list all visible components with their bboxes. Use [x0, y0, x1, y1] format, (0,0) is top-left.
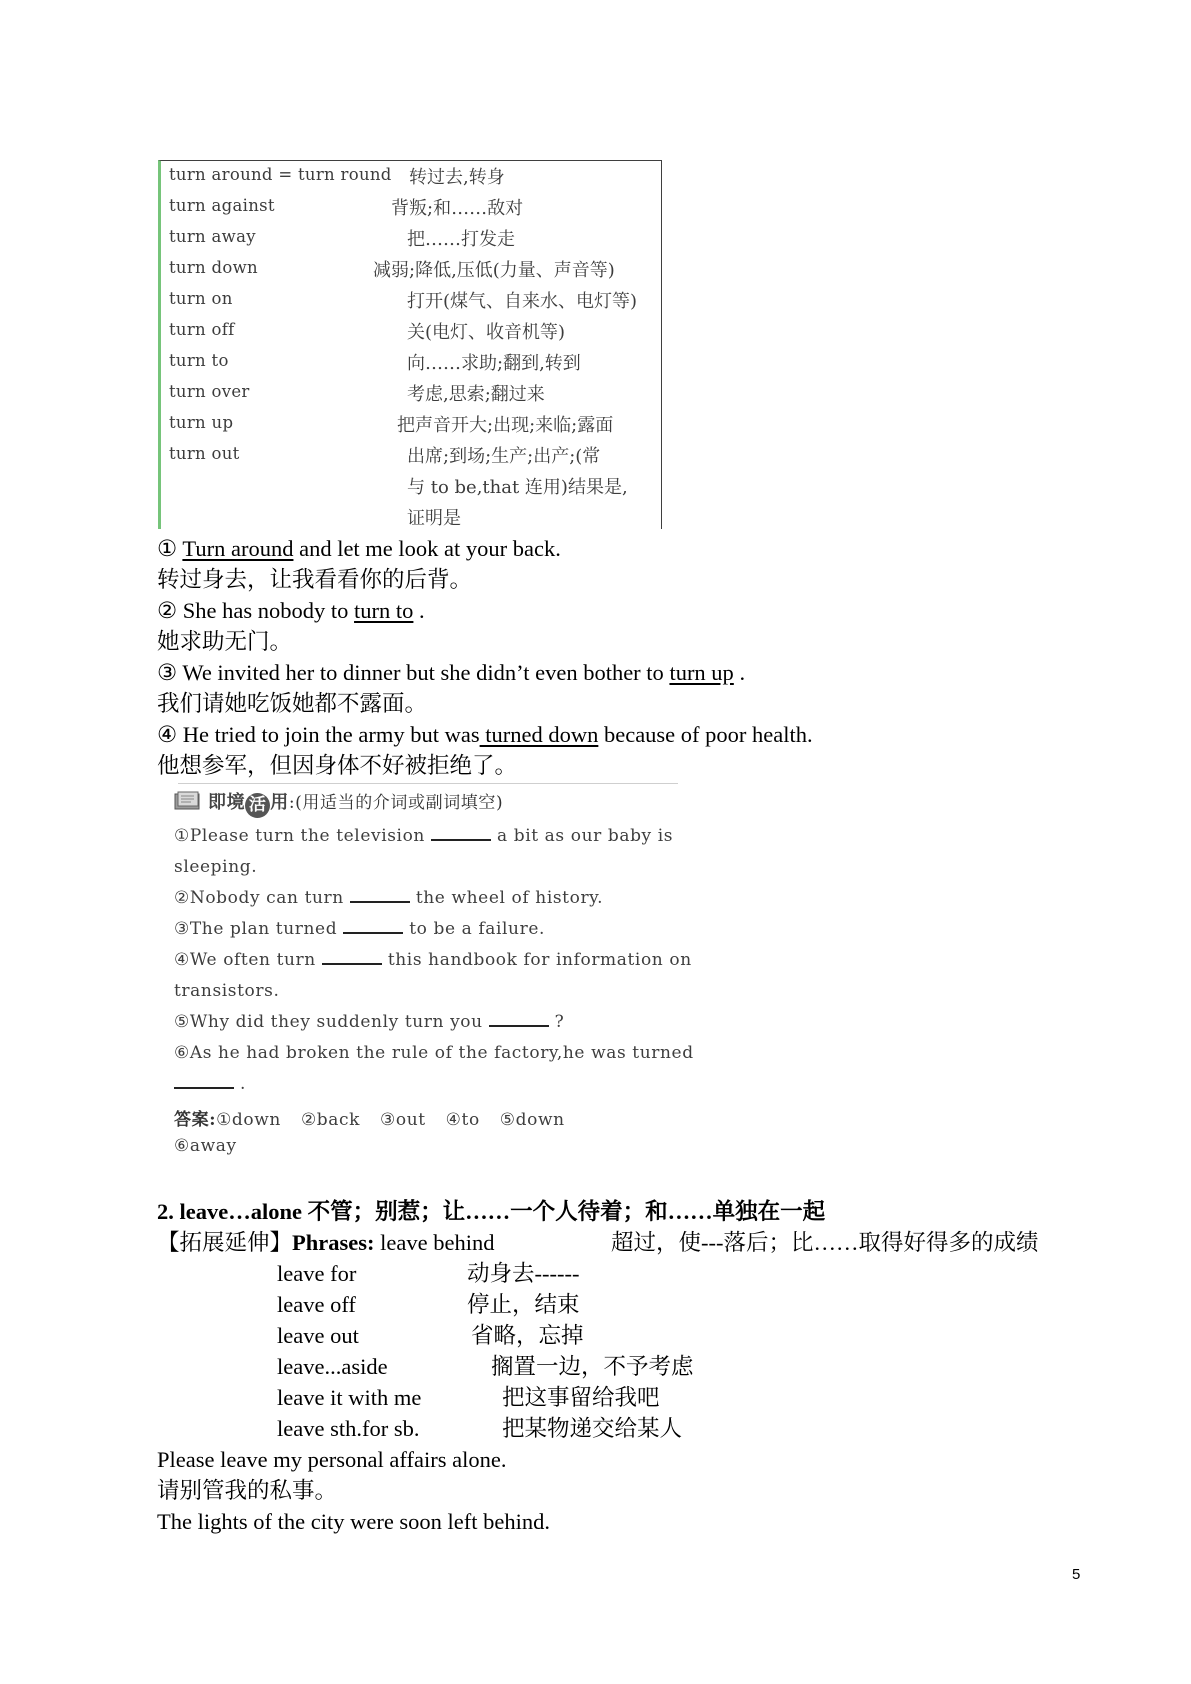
exercise-text: .: [240, 1074, 247, 1094]
example-underlined: Turn around: [182, 536, 294, 561]
exercise-block: [170, 784, 694, 1170]
sentence: Please leave my personal affairs alone.: [157, 1447, 507, 1472]
example-underlined: turn to: [354, 598, 414, 623]
exercise-line: [174, 888, 603, 908]
phrase-cn: 把……打发走: [407, 229, 515, 250]
exercise-title-a: 即境: [208, 792, 246, 813]
example-text: ①: [157, 536, 183, 561]
table-row: [161, 161, 661, 192]
phrase-cn: 减弱;降低,压低(力量、声音等): [373, 260, 615, 281]
phrase-en: leave...aside: [277, 1354, 388, 1379]
exercise-title-b: 用: [270, 792, 289, 813]
exercise-line: [174, 826, 673, 846]
phrase-en: leave sth.for sb.: [277, 1416, 420, 1441]
sentence: The lights of the city were soon left behind.: [157, 1509, 551, 1534]
phrase-cn: 证明是: [407, 508, 461, 529]
table-row: [161, 254, 661, 285]
section2-heading-en: 2. leave…alone: [157, 1199, 302, 1224]
phrase-en: turn against: [169, 196, 275, 215]
phrases-label: Phrases:: [292, 1230, 375, 1255]
exercise-line: [174, 1074, 246, 1094]
phrase-cn: 搁置一边，不予考虑: [491, 1354, 694, 1379]
phrase-en: leave it with me: [277, 1385, 422, 1410]
extension-label: 【拓展延伸】: [157, 1230, 293, 1255]
exercise-text: ②Nobody can turn: [174, 888, 344, 908]
exercise-text: a bit as our baby is: [496, 826, 674, 846]
exercise-line: [174, 950, 692, 970]
phrase-en: leave out: [277, 1323, 359, 1348]
phrase-en: leave off: [277, 1292, 356, 1317]
table-row: [161, 223, 661, 254]
phrase-en: leave for: [277, 1261, 357, 1286]
exercise-line: [174, 857, 257, 877]
table-row: [161, 502, 661, 529]
table-row: [161, 440, 661, 471]
answers-text: ①down ②back ③out ④to ⑤down: [216, 1110, 565, 1130]
phrase-cn: 考虑,思索;翻过来: [407, 384, 545, 405]
example-1: [157, 533, 561, 564]
exercise-text: the wheel of history.: [415, 888, 604, 908]
phrase-cn: 关(电灯、收音机等): [407, 322, 566, 343]
example-4: [157, 719, 813, 750]
answer-blank: [174, 1087, 234, 1089]
exercise-text: to be a failure.: [409, 919, 545, 939]
example-text: because of poor health.: [598, 722, 813, 747]
phrase-en: turn on: [169, 289, 233, 308]
phrase-en: turn over: [169, 382, 250, 401]
exercise-text: ⑥As he had broken the rule of the factory,he was turned: [174, 1043, 694, 1063]
example-3-translation: 我们请她吃饭她都不露面。: [157, 691, 428, 716]
exercise-line: [174, 1012, 564, 1032]
section2-heading: [157, 1196, 825, 1227]
phrase-cn: 动身去------: [467, 1261, 580, 1286]
phrase-en: turn around = turn round: [169, 165, 392, 184]
answers-label: 答案:: [174, 1110, 217, 1130]
exercise-line: [174, 919, 545, 939]
example-text: ③ We invited her to dinner but she didn’t even bother to: [157, 660, 670, 685]
exercise-answers: [174, 1105, 565, 1130]
example-1-translation: 转过身去，让我看看你的后背。: [157, 567, 473, 592]
phrase-en: turn down: [169, 258, 258, 277]
phrase-cn: 与 to be,that 连用)结果是,: [407, 477, 628, 498]
table-row: [161, 378, 661, 409]
exercise-text: ①Please turn the television: [174, 826, 425, 846]
exercise-text: sleeping.: [174, 857, 258, 877]
table-row: [161, 347, 661, 378]
exercise-text: ③The plan turned: [174, 919, 338, 939]
sentence-translation: 请别管我的私事。: [157, 1478, 338, 1503]
phrase-en: leave behind: [380, 1230, 495, 1255]
extension-line: [157, 1227, 494, 1258]
exercise-title-badge: 活: [245, 793, 270, 818]
exercise-line: [174, 1043, 694, 1063]
phrase-cn: 省略，忘掉: [471, 1323, 584, 1348]
example-underlined: turn up: [669, 660, 734, 685]
phrase-cn: 把这事留给我吧: [502, 1385, 660, 1410]
table-row: [161, 471, 661, 502]
exercise-title: [174, 788, 503, 818]
example-underlined: turned down: [479, 722, 599, 747]
example-2-translation: 她求助无门。: [157, 629, 293, 654]
example-text: .: [413, 598, 425, 623]
phrase-en: turn off: [169, 320, 235, 339]
example-text: ② She has nobody to: [157, 598, 355, 623]
example-text: and let me look at your back.: [293, 536, 561, 561]
exercise-text: transistors.: [174, 981, 280, 1001]
phrase-cn: 背叛;和……敌对: [391, 198, 524, 219]
phrase-en: turn up: [169, 413, 234, 432]
answers-text: ⑥away: [174, 1136, 237, 1156]
answer-blank: [489, 1025, 549, 1027]
phrase-en: turn out: [169, 444, 240, 463]
table-row: [161, 285, 661, 316]
example-text: ④ He tried to join the army but was: [157, 722, 480, 747]
phrase-cn: 把某物递交给某人: [502, 1416, 683, 1441]
phrase-cn: 打开(煤气、自来水、电灯等): [407, 291, 638, 312]
book-icon: [174, 790, 202, 812]
exercise-text: ④We often turn: [174, 950, 316, 970]
example-4-translation: 他想参军，但因身体不好被拒绝了。: [157, 753, 518, 778]
exercise-line: [174, 981, 279, 1001]
phrase-cn: 停止，结束: [467, 1292, 580, 1317]
table-row: [161, 409, 661, 440]
answer-blank: [431, 839, 491, 841]
example-3: [157, 657, 745, 688]
exercise-text: this handbook for information on: [387, 950, 692, 970]
table-row: [161, 316, 661, 347]
answer-blank: [350, 901, 410, 903]
example-2: [157, 595, 425, 626]
page-number: 5: [1072, 1566, 1081, 1583]
answer-blank: [343, 932, 403, 934]
exercise-title-c: :(用适当的介词或副词填空): [288, 793, 504, 813]
phrase-cn: 把声音开大;出现;来临;露面: [397, 415, 614, 436]
section2-heading-cn: 不管；别惹；让……一个人待着；和……单独在一起: [301, 1199, 826, 1224]
table-row: [161, 192, 661, 223]
answer-blank: [322, 963, 382, 965]
phrase-cn: 转过去,转身: [409, 167, 505, 188]
exercise-answers: [174, 1136, 237, 1156]
turn-phrases-table: [158, 160, 662, 529]
exercise-text: ?: [554, 1012, 565, 1032]
phrase-cn: 出席;到场;生产;出产;(常: [407, 446, 601, 467]
phrase-cn: 超过，使---落后；比……取得好得多的成绩: [611, 1230, 1039, 1255]
example-text: .: [733, 660, 746, 685]
phrase-en: turn to: [169, 351, 229, 370]
exercise-text: ⑤Why did they suddenly turn you: [174, 1012, 483, 1032]
phrase-cn: 向……求助;翻到,转到: [407, 353, 581, 374]
phrase-en: turn away: [169, 227, 256, 246]
